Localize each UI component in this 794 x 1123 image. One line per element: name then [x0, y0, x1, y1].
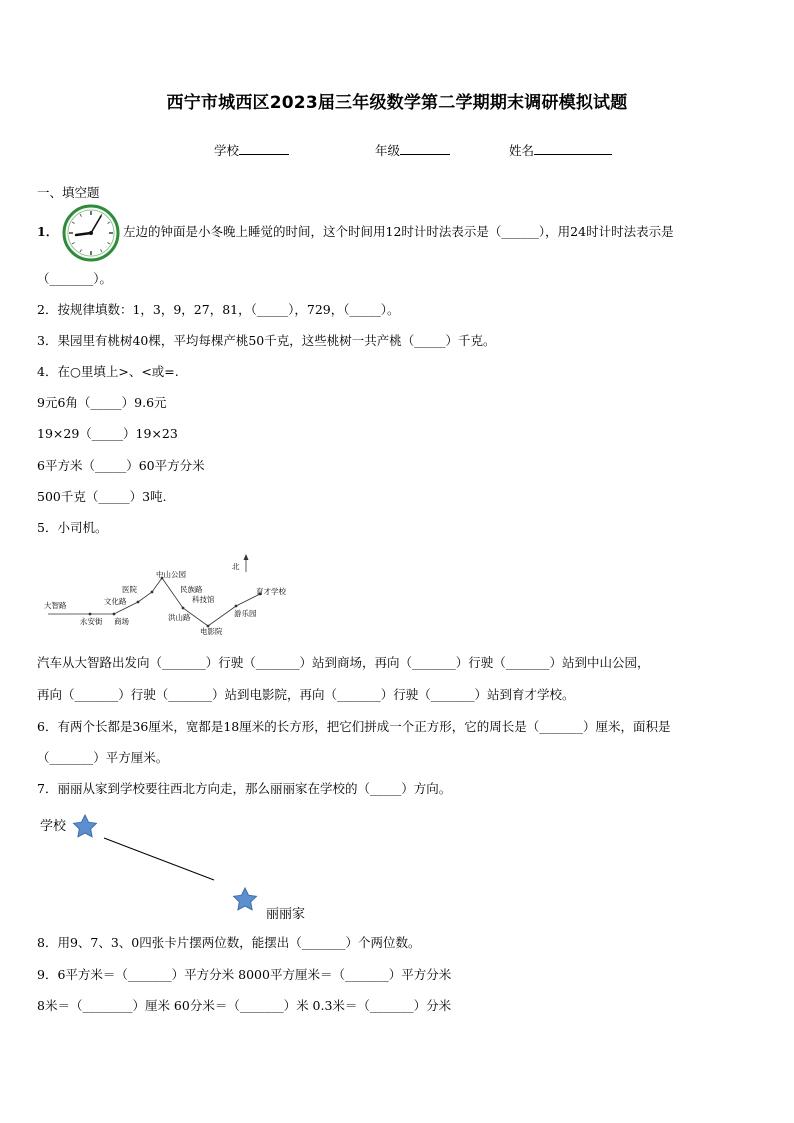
q1-text-line2: （_______）。: [37, 271, 113, 286]
q6-text-line1: 6．有两个长都是36厘米，宽都是18厘米的长方形，把它们拼成一个正方形，它的周长是（_______）厘米，面积是: [37, 719, 671, 734]
direction-diagram: [38, 808, 338, 928]
map-label-yiyuan: 医院: [122, 585, 137, 594]
q7-stem: 7．丽丽从家到学校要往西北方向走，那么丽丽家在学校的（_____）方向。: [37, 781, 452, 796]
q3-text: 3．果园里有桃树40棵，平均每棵产桃50千克，这些桃树一共产桃（_____）千克。: [37, 333, 496, 348]
grade-label: 年级: [375, 143, 401, 158]
school-label: 学校: [214, 143, 240, 158]
q8-text: 8．用9、7、3、0四张卡片摆两位数，能摆出（_______）个两位数。: [37, 935, 421, 950]
map-label-wenhua: 文化路: [104, 597, 127, 606]
school-star-icon: [74, 815, 97, 837]
school-field[interactable]: [214, 141, 289, 159]
name-blank[interactable]: [534, 142, 612, 155]
q4-item-4: 500千克（_____）3吨.: [37, 489, 167, 504]
q4-stem: 4．在○里填上>、<或=.: [37, 364, 179, 379]
map-label-dazhi: 大智路: [44, 601, 67, 610]
name-label: 姓名: [509, 143, 535, 158]
route-map: [40, 552, 302, 638]
q9-text-line2: 8米＝（________）厘米 60分米＝（_______）米 0.3米＝（_______）分米: [37, 998, 452, 1013]
q1-number: 1．: [37, 224, 59, 239]
q4-item-3: 6平方米（_____）60平方分米: [37, 458, 205, 473]
map-label-yucai: 育才学校: [256, 587, 286, 596]
page-title: 西宁市城西区2023届三年级数学第二学期期末调研模拟试题: [166, 93, 628, 113]
name-field[interactable]: [509, 141, 612, 159]
grade-blank[interactable]: [400, 142, 450, 155]
q1-text-line1: 左边的钟面是小冬晚上睡觉的时间，这个时间用12时计时法表示是（______），用24时计时法表示是: [123, 224, 674, 239]
q9-text-line1: 9．6平方米＝（_______）平方分米 8000平方厘米＝（_______）平方分米: [37, 967, 452, 982]
map-label-shangchang: 商场: [114, 617, 129, 626]
q2-text: 2．按规律填数：1，3，9，27，81，（_____），729，（_____）。: [37, 302, 400, 317]
map-label-dianying: 电影院: [200, 627, 223, 636]
clock-icon: [62, 204, 120, 262]
q5-text-line1: 汽车从大智路出发向（_______）行驶（_______）站到商场，再向（_______）行驶（_______）站到中山公园，: [37, 655, 650, 670]
path-line: [104, 838, 214, 880]
grade-field[interactable]: [375, 141, 450, 159]
school-label-diagram: 学校: [40, 819, 67, 834]
home-label-diagram: 丽丽家: [266, 907, 306, 922]
section-title: 一、填空题: [37, 185, 100, 200]
map-label-yongan: 永安街: [80, 617, 103, 626]
map-label-zhongshan: 中山公园: [156, 570, 186, 579]
map-north-label: 北: [232, 562, 240, 571]
home-star-icon: [234, 888, 257, 910]
school-blank[interactable]: [239, 142, 289, 155]
map-label-keji: 科技馆: [192, 595, 215, 604]
map-label-hongshan: 洪山路: [168, 613, 191, 622]
q4-item-2: 19×29（_____）19×23: [37, 426, 178, 441]
map-label-minzu: 民族路: [180, 585, 203, 594]
q6-text-line2: （_______）平方厘米。: [37, 750, 169, 765]
map-label-youle: 游乐园: [234, 609, 257, 618]
q4-item-1: 9元6角（_____）9.6元: [37, 395, 167, 410]
q5-stem: 5．小司机。: [37, 520, 108, 535]
q5-text-line2: 再向（_______）行驶（_______）站到电影院，再向（_______）行驶（_______）站到育才学校。: [37, 687, 575, 702]
